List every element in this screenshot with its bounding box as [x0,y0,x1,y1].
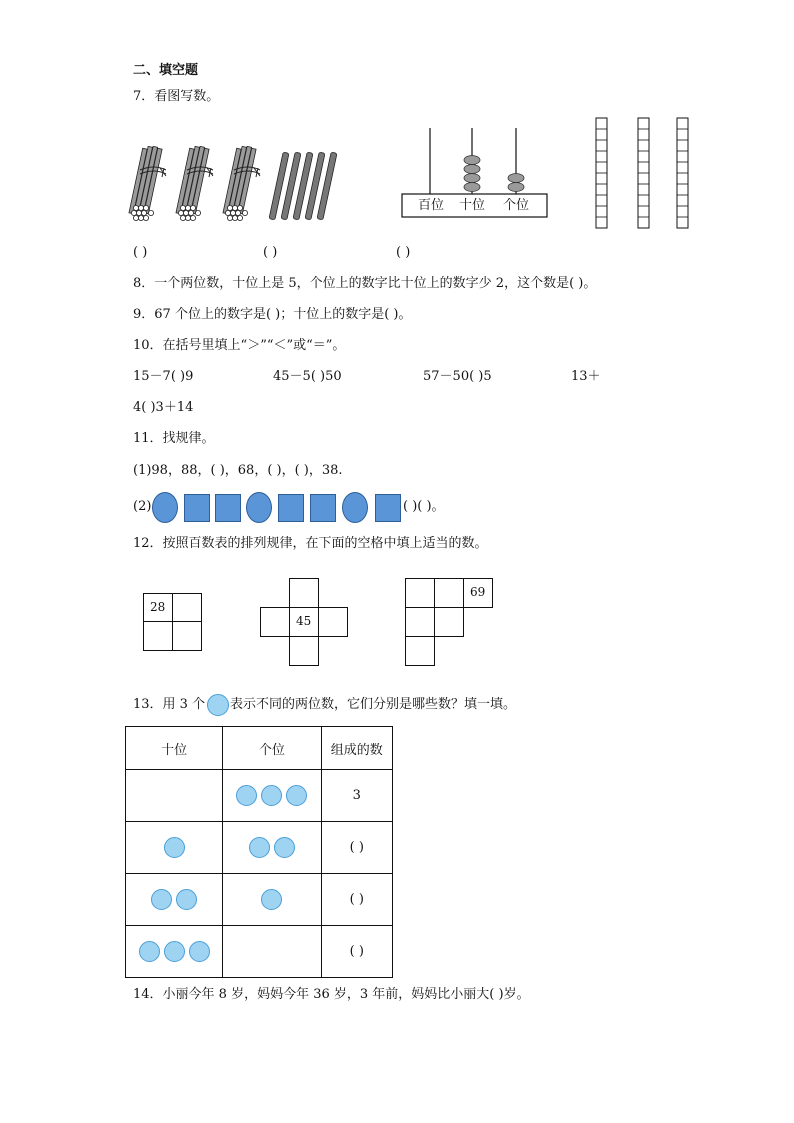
bead-icon [176,889,197,910]
q13-prompt-after: 表示不同的两位数，它们分别是哪些数？填一填。 [230,697,517,712]
tens-cell [126,926,223,978]
grid-cell[interactable] [289,578,319,608]
single-sticks [269,152,337,220]
grid-cell[interactable] [289,636,319,666]
q7-blank-1[interactable]: ( ) [133,245,148,260]
tens-cell [126,822,223,874]
tens-beads [464,156,480,192]
q10-item-2: 45－5( )50 [273,369,342,384]
bead-icon [164,941,185,962]
grid-cell[interactable] [172,621,202,651]
grid-cell[interactable] [405,578,435,608]
bead-icon [249,837,270,858]
q10-line-2: 4( )3＋14 [133,400,194,415]
ones-cell [223,926,321,978]
pattern-square [215,494,241,522]
pattern-circle [152,492,178,523]
grid-number-69: 69 [470,585,486,599]
q12-prompt: 12．按照百数表的排列规律，在下面的空格中填上适当的数。 [133,536,488,551]
table-row [126,874,393,926]
pattern-square [278,494,304,522]
grid-cell[interactable] [143,621,173,651]
number-cell: 3 [321,770,392,822]
q11-part2-label: (2) [133,499,152,514]
header-tens: 十位 [126,727,223,770]
grid-cell[interactable] [172,593,202,622]
grid-number-45: 45 [296,614,312,628]
bead-icon [139,941,160,962]
ones-cell [223,822,321,874]
pattern-square [310,494,336,522]
bead-icon [207,694,229,716]
bundle-1 [129,146,166,220]
grid-cell[interactable] [318,607,348,637]
tens-cell [126,770,223,822]
grid-cell[interactable] [434,578,464,608]
stick-bundles-image [128,140,350,224]
pattern-square [375,494,401,522]
table-row [126,822,393,874]
bundle-3 [223,146,260,220]
pattern-square [184,494,210,522]
bead-icon [286,785,307,806]
q7-prompt: 7．看图写数。 [133,89,220,104]
q8-text: 8．一个两位数，十位上是 5，个位上的数字比十位上的数字少 2，这个数是( )。 [133,276,597,291]
abacus-label-hundreds: 百位 [418,198,445,213]
bead-icon [261,889,282,910]
tens-cell [126,874,223,926]
q13-table [125,726,393,978]
q10-prompt: 10．在括号里填上“＞”“＜”或“＝”。 [133,338,346,353]
ones-cell [223,874,321,926]
grid-number-28: 28 [150,600,166,614]
ten-strips-image [594,116,690,232]
q7-blank-2[interactable]: ( ) [263,245,278,260]
bead-icon [189,941,210,962]
bundle-2 [176,146,213,220]
header-number: 组成的数 [321,727,392,770]
header-ones: 个位 [223,727,321,770]
bead-icon [151,889,172,910]
q11-prompt: 11．找规律。 [133,431,215,446]
pattern-circle [246,492,272,523]
bead-icon [261,785,282,806]
q9-text: 9．67 个位上的数字是( )；十位上的数字是( )。 [133,307,412,322]
q7-blank-3[interactable]: ( ) [396,245,411,260]
number-cell[interactable]: ( ) [321,874,392,926]
abacus-label-ones: 个位 [503,198,530,213]
table-row [126,770,393,822]
abacus-label-tens: 十位 [459,198,486,213]
pattern-circle [342,492,368,523]
grid-cell[interactable] [260,607,290,637]
bead-icon [274,837,295,858]
q10-item-4: 13＋ [571,369,601,384]
bead-icon [164,837,185,858]
number-cell[interactable]: ( ) [321,822,392,874]
bead-icon [236,785,257,806]
q10-item-3: 57－50( )5 [423,369,492,384]
ones-beads [508,174,524,192]
grid-cell[interactable] [405,607,435,637]
section-title: 二、填空题 [133,63,199,78]
grid-cell[interactable] [405,636,435,666]
q10-item-1: 15－7( )9 [133,369,194,384]
q11-part2-blanks: ( )( )。 [403,499,445,514]
table-row [126,926,393,978]
q13-prompt-before: 13．用 3 个 [133,697,206,712]
grid-cell[interactable] [434,607,464,637]
ones-cell [223,770,321,822]
number-cell[interactable]: ( ) [321,926,392,978]
q11-part1: (1)98，88，( )，68，( )，( )，38. [133,463,343,478]
q14-text: 14．小丽今年 8 岁，妈妈今年 36 岁，3 年前，妈妈比小丽大( )岁。 [133,987,530,1002]
